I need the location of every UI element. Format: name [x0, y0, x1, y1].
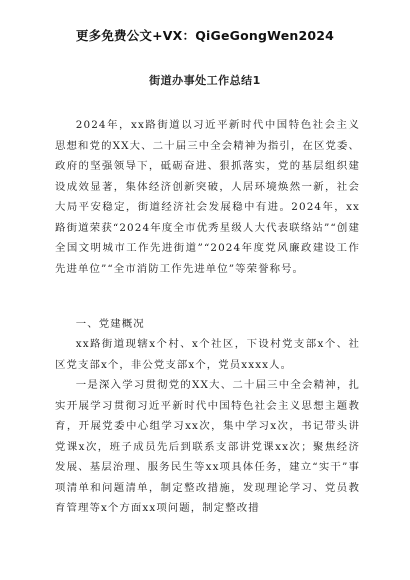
paragraph: xx路街道现辖x个村、x个社区，下设村党支部x个、社区党支部x个，非公党支部x个，党员xxxx人。 [55, 338, 360, 371]
section-heading: 一、党建概况 [75, 318, 145, 330]
overview-paragraph-block [55, 334, 360, 375]
paragraph: 一是深入学习贯彻党的XX大、二十届三中全会精神，扎实开展学习贯彻习近平新时代中国特色社会主义思想主题教育，开展党委中心组学习xx次，集中学习x次，书记带头讲党课x次，班子成员先后到联系支部讲党课xx次；聚焦经济发展、基层治理、服务民生等xx项具体任务，建立“实干”事项清单和问题清单，制定整改措施，发现理论学习、党员教育管理等x个方面xx项问题，制定整改措 [55, 379, 360, 514]
section-heading-block [55, 314, 360, 335]
document-title: 街道办事处工作总结1 [149, 74, 261, 87]
paragraph: 2024年，xx路街道以习近平新时代中国特色社会主义思想和党的XX大、二十届三中全会精神为指引，在区党委、政府的坚强领导下，砥砺奋进、狠抓落实，党的基层组织建设成效显著，集体经济创新突破，人居环境焕然一新，社会大局平安稳定，街道经济社会发展稳中有进。2024年，xx路街道荣获“2024年度全市优秀星级人大代表联络站”“创建全国文明城市工作先进街道”“2024年度党风廉政建设工作先进单位”“全市消防工作先进单位”等荣誉称号。 [55, 119, 360, 275]
detail-paragraph-block [55, 375, 360, 519]
intro-paragraph-block [55, 115, 360, 279]
watermark-banner: 更多免费公文+VX：QiGeGongWen2024 [75, 28, 335, 43]
